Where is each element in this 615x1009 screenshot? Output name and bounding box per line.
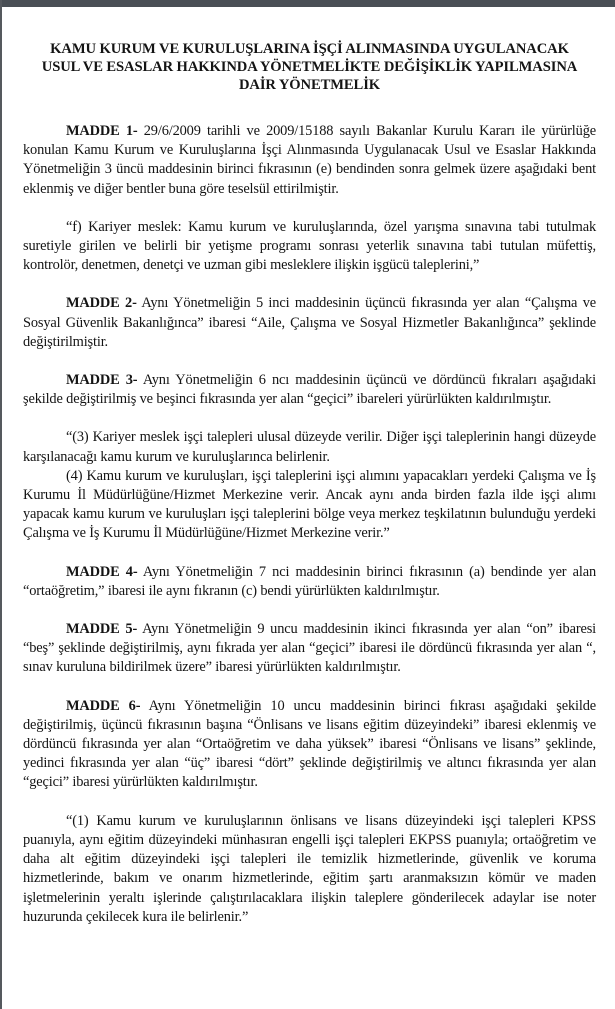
- window-top-bar: [0, 0, 615, 7]
- article-3: [23, 371, 596, 409]
- article-5-text: Aynı Yönetmeliğin 9 uncu maddesinin ikinci fıkrasında yer alan “on” ibaresi “beş” şeklinde değiştirilmiş, aynı fıkrada yer alan “geçici” ibaresi ile dördüncü fıkrasında yer alan “, sınav kuruluna bildirilmek üzere” ibaresi yürürlükten kaldırılmıştır.: [23, 621, 596, 676]
- document-page: [23, 40, 596, 927]
- title-line-3: DAİR YÖNETMELİK: [238, 77, 381, 93]
- title-line-2: USUL VE ESASLAR HAKKINDA YÖNETMELİKTE DEĞİŞİKLİK YAPILMASINA: [41, 59, 578, 75]
- article-2: [23, 294, 596, 352]
- document-title: [23, 40, 596, 94]
- article-2-text: Aynı Yönetmeliğin 5 inci maddesinin üçüncü fıkrasında yer alan “Çalışma ve Sosyal Güvenlik Bakanlığınca” ibaresi “Aile, Çalışma ve Sosyal Hizmetler Bakanlığınca” şeklinde değiştirilmiştir.: [23, 295, 596, 350]
- article-5: [23, 620, 596, 678]
- article-2-label: MADDE 2-: [66, 295, 137, 312]
- article-4-text: Aynı Yönetmeliğin 7 nci maddesinin birinci fıkrasının (a) bendinde yer alan “ortaöğretim,” ibaresi ile aynı fıkranın (c) bendi yürürlükten kaldırılmıştır.: [23, 563, 597, 599]
- article-3-label: MADDE 3-: [66, 372, 138, 389]
- article-1-text: 29/6/2009 tarihli ve 2009/15188 sayılı Bakanlar Kurulu Kararı ile yürürlüğe konulan Kamu Kurum ve Kuruluşlarına İşçi Alınmasında Uygulanacak Usul ve Esaslar Hakkında Yönetmeliğin 3 üncü maddesinin birinci fıkrasının (e) bendinden sonra gelmek üzere aşağıdaki bent eklenmiş ve diğer bentler buna göre teselsül ettirilmiştir.: [23, 123, 596, 197]
- article-1: [23, 122, 596, 199]
- article-5-label: MADDE 5-: [66, 621, 138, 638]
- article-6: [23, 697, 596, 793]
- article-1-label: MADDE 1-: [66, 123, 138, 139]
- window-left-border: [0, 0, 2, 1009]
- article-6-quote: “(1) Kamu kurum ve kuruluşlarının önlisans ve lisans düzeyindeki işçi talepleri KPSS puanıyla, aynı eğitim düzeyindeki münhasıran engelli işçi talepleri EKPSS puanıyla; ortaöğretim ve daha alt eğitim düzeyindeki işçi talepleri ile temizlik hizmetlerinde, güvenlik ve koruma hizmetlerinde, bakım ve onarım hizmetlerinde, eğitim şartı aranmaksızın kömür ve maden işletmelerinin yeraltı işlerinde çalıştırılacaklara ilişkin taleplere gönderilecek adaylar ise noter huzurunda çekilecek kura ile belirlenir.”: [23, 812, 596, 925]
- article-6-text: Aynı Yönetmeliğin 10 uncu maddesinin birinci fıkrası aşağıdaki şekilde değiştirilmiş, üçüncü fıkrasının başına “Önlisans ve lisans eğitim düzeyindeki” ibaresi eklenmiş ve dördüncü fıkrasında yer alan “Ortaöğretim ve daha yüksek” ibaresi “Önlisans ve lisans” şeklinde, yedinci fıkrasında yer alan “üç” ibaresi “dört” şeklinde değiştirilmiş ve altıncı fıkrasında yer alan “geçici” ibaresi yürürlükten kaldırılmıştır.: [23, 697, 596, 791]
- article-4: [23, 563, 596, 601]
- article-4-label: MADDE 4-: [66, 563, 138, 580]
- article-1-quote: “f) Kariyer meslek: Kamu kurum ve kuruluşlarında, özel yarışma sınavına tabi tutulmak suretiyle girilen ve belirli bir yetişme programı sonrası yeterlik sınavına tabi tutulan müfettiş, kontrolör, denetmen, denetçi ve uzman gibi mesleklere ilişkin işgücü taleplerini,”: [23, 218, 596, 274]
- title-line-1: KAMU KURUM VE KURULUŞLARINA İŞÇİ ALINMASINDA UYGULANACAK: [50, 41, 569, 57]
- article-3-quote-paragraph-3: “(3) Kariyer meslek işçi talepleri ulusal düzeyde verilir. Diğer işçi taleplerinin hangi düzeyde karşılanacağı kamu kurum ve kuruluşlarınca belirlenir.: [23, 429, 596, 465]
- article-3-quote-paragraph-4: (4) Kamu kurum ve kuruluşları, işçi taleplerini işçi alımını yapacakları yerdeki Çalışma ve İş Kurumu İl Müdürlüğüne/Hizmet Merkezine verir. Ancak aynı anda birden fazla ilde işçi alımı yapacak kamu kurum ve kuruluşları işçi taleplerini bölge veya merkez teşkilatının bulunduğu yerdeki Çalışma ve İş Kurumu İl Müdürlüğüne/Hizmet Merkezine verir.”: [23, 467, 596, 542]
- article-6-label: MADDE 6-: [66, 697, 141, 714]
- article-3-text: Aynı Yönetmeliğin 6 ncı maddesinin üçüncü ve dördüncü fıkraları aşağıdaki şekilde değiştirilmiş ve beşinci fıkrasında yer alan “geçici” ibareleri yürürlükten kaldırılmıştır.: [23, 372, 596, 408]
